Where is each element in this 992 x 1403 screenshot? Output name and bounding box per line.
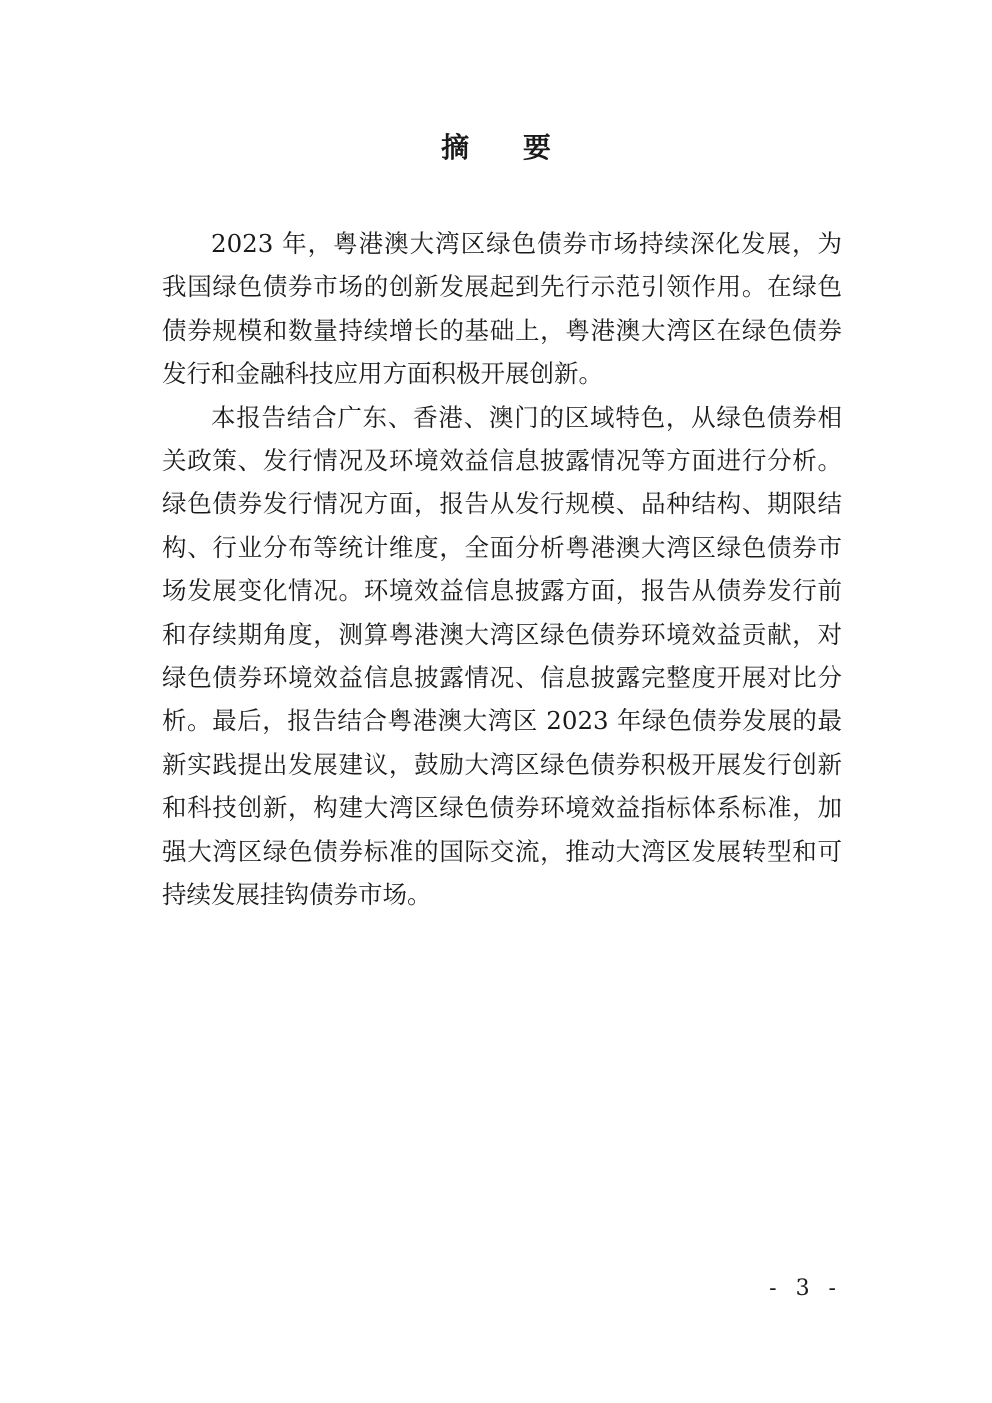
page-number: - 3 - — [769, 1276, 842, 1301]
page-title: 摘 要 — [441, 131, 573, 164]
abstract-body — [162, 222, 842, 917]
abstract-paragraph-2: 本报告结合广东、香港、澳门的区域特色，从绿色债券相关政策、发行情况及环境效益信息披露情况等方面进行分析。绿色债券发行情况方面，报告从发行规模、品种结构、期限结构、行业分布等统计维度，全面分析粤港澳大湾区绿色债券市场发展变化情况。环境效益信息披露方面，报告从债券发行前和存续期角度，测算粤港澳大湾区绿色债券环境效益贡献，对绿色债券环境效益信息披露情况、信息披露完整度开展对比分析。最后，报告结合粤港澳大湾区 2023 年绿色债券发展的最新实践提出发展建议，鼓励大湾区绿色债券积极开展发行创新和科技创新，构建大湾区绿色债券环境效益指标体系标准，加强大湾区绿色债券标准的国际交流，推动大湾区发展转型和可持续发展挂钩债券市场。 — [162, 402, 842, 910]
abstract-paragraph-1: 2023 年，粤港澳大湾区绿色债券市场持续深化发展，为我国绿色债券市场的创新发展起到先行示范引领作用。在绿色债券规模和数量持续增长的基础上，粤港澳大湾区在绿色债券发行和金融科技应用方面积极开展创新。 — [162, 229, 842, 389]
